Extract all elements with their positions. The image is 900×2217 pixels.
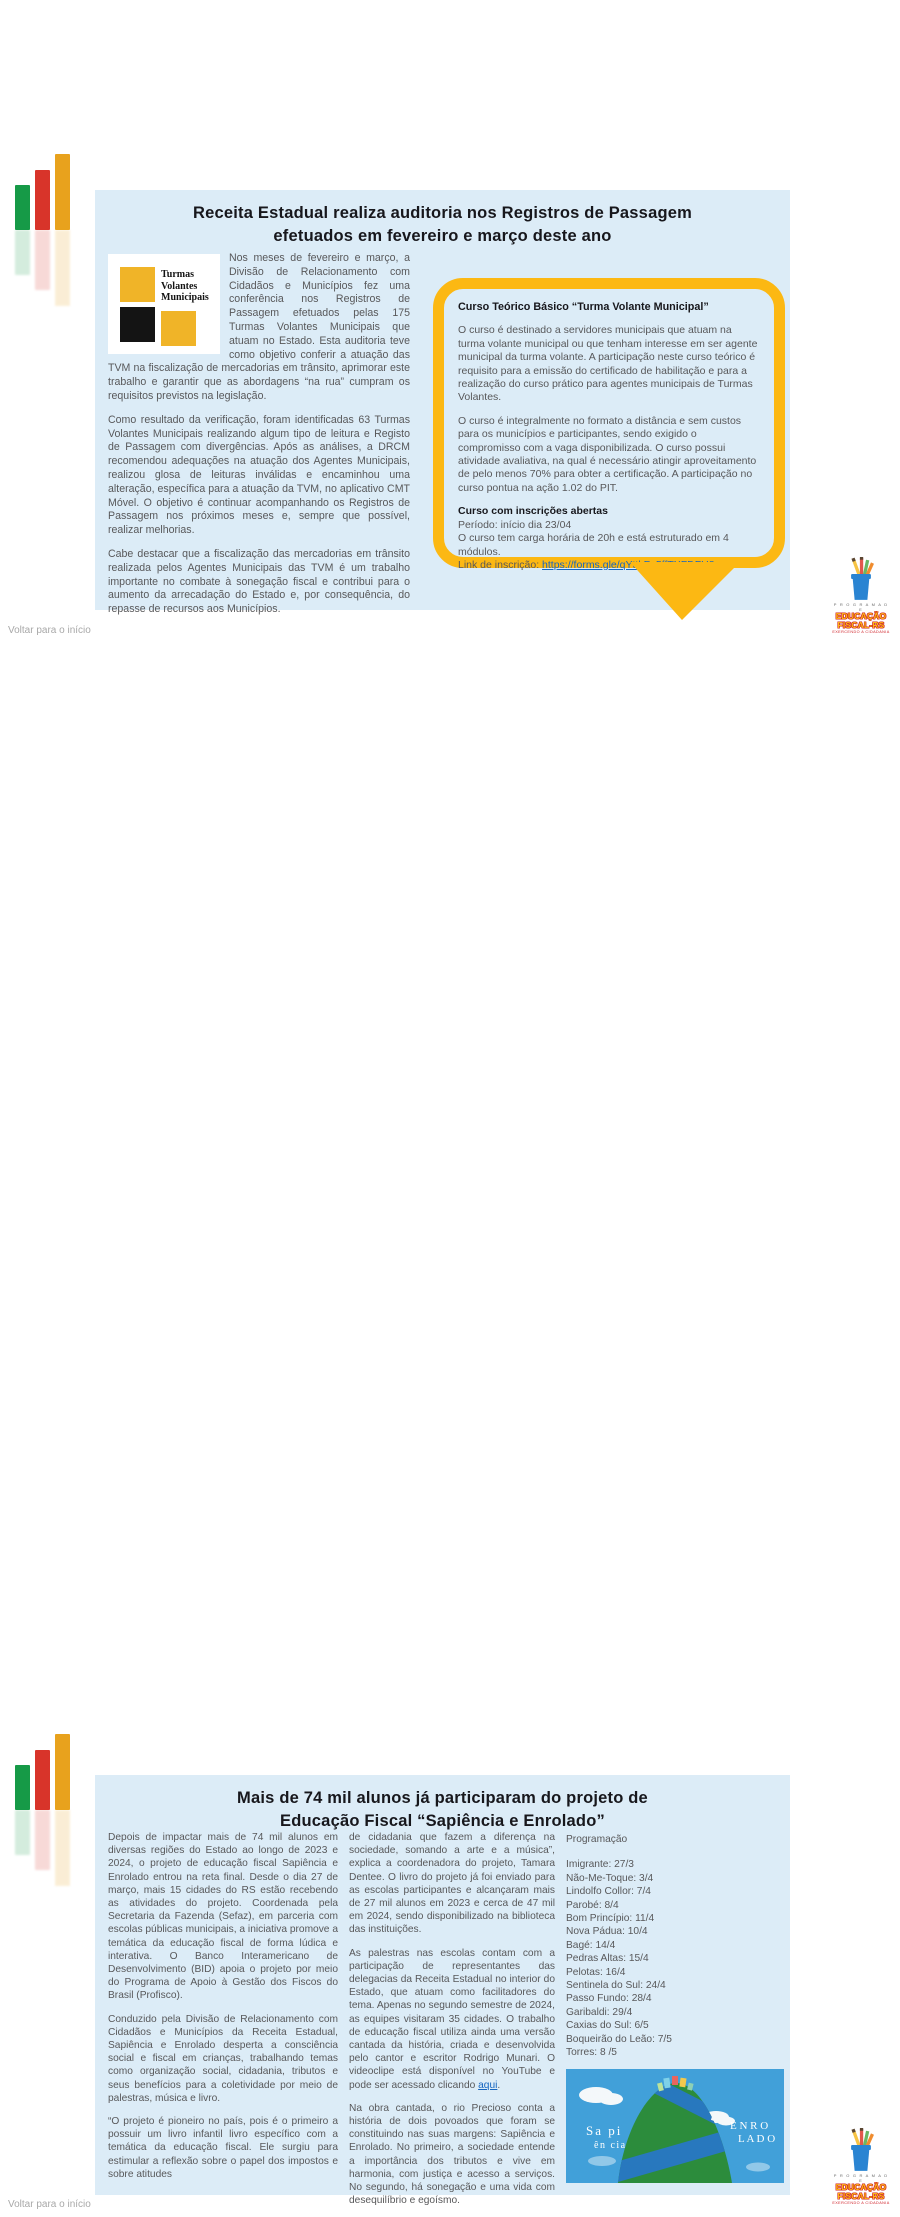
ef-logo-name-line1: EDUCAÇÃO xyxy=(835,611,887,621)
paragraph: Na obra cantada, o rio Precioso conta a história de dois povoados que foram se constituindo nas suas margens: Sapiência e Enrolado. No primeiro, a sociedade entende a importância dos tributos e vive em harmonia, com justiça e acesso a serviços. No segundo, há sonegação e uma vida com desequilíbrio e egoísmo. xyxy=(349,2102,555,2207)
article-box-2 xyxy=(95,1775,790,2207)
article-box-1 xyxy=(95,190,790,616)
title-line-2: efetuados em fevereiro e março deste ano xyxy=(273,227,612,246)
ef-logo-name-line2: FISCAL-RS xyxy=(837,619,885,630)
educacao-fiscal-rs-logo xyxy=(831,2128,891,2205)
title-line-1: Mais de 74 mil alunos já participaram do projeto de xyxy=(237,1789,648,1807)
article-2-column-2 xyxy=(349,1831,555,2217)
tvm-black-square xyxy=(120,307,155,342)
bar-chart-logo xyxy=(15,150,77,230)
schedule-item: Sentinela do Sul: 24/4 xyxy=(566,1980,666,1992)
newsletter-section-sapiencia xyxy=(0,790,900,2210)
back-to-top-link[interactable]: Voltar para o início xyxy=(8,625,91,636)
tvm-logo-label: Turmas Volantes Municipais xyxy=(161,269,209,303)
bar-chart-bars xyxy=(15,150,77,230)
title-line-2: Educação Fiscal “Sapiência e Enrolado” xyxy=(280,1812,605,1831)
schedule-item: Pedras Altas: 15/4 xyxy=(566,1953,649,1965)
schedule-item: Não-Me-Toque: 3/4 xyxy=(566,1872,654,1884)
article-1-body xyxy=(108,252,410,627)
article-1-title xyxy=(95,202,790,248)
turmas-volantes-municipais-logo xyxy=(108,254,220,354)
ef-logo-programa-de: P R O G R A M A D E xyxy=(833,2173,889,2183)
schedule-list xyxy=(566,1858,784,2059)
bubble-tail xyxy=(630,562,740,620)
schedule-item: Imigrante: 27/3 xyxy=(566,1859,634,1871)
yellow-bar xyxy=(55,1734,70,1810)
schedule-item: Parobé: 8/4 xyxy=(566,1899,619,1911)
paragraph: Depois de impactar mais de 74 mil alunos em diversas regiões do Estado ao longo de 2023 e 2024, o projeto de educação fiscal Sapiência e Enrolado entrou na reta final. Desde o dia 27 de março, mais 15 cidades do RS estão recebendo as atividades do projeto. Coordenada pela Secretaria da Fazenda (Sefaz), em parceria com escolas públicas municipais, a iniciativa promove a temática da educação fiscal de forma lúdica e interativa. O Banco Interamericano de Desenvolvimento (BID) apoia o projeto por meio do Programa de Apoio à Gestão dos Fiscos do Brasil (Profisco). xyxy=(108,1832,338,2002)
youtube-video-link[interactable]: aqui xyxy=(478,2079,498,2091)
paragraph: de cidadania que fazem a diferença na sociedade, somando a arte e a música”, explica a coordenadora do projeto, Tamara Dentee. O livro do projeto já foi enviado para as escolas participantes e alcançaram mais de 27 mil alunos em 2023 e cerca de 47 mil em 2024, sendo disponibilizado na biblioteca das instituições. xyxy=(349,1832,555,1936)
bar-chart-logo xyxy=(15,1730,77,1810)
ef-logo-tagline: EXERCENDO A CIDADANIA xyxy=(832,630,890,634)
enrolado-text-line2: L A D O xyxy=(738,2132,776,2145)
paragraph: Cabe destacar que a fiscalização das mercadorias em trânsito realizada pelos Agentes Municipais das TVM é um trabalho importante no combate à sonegação fiscal e contribui para o aumento da arrecadação do Estado e, por consequência, do repasse de recursos aos Municípios. xyxy=(108,547,410,616)
tvm-yellow-square-top xyxy=(120,267,155,302)
schedule-heading: Programação xyxy=(566,1834,628,1845)
tvm-yellow-square-bottom xyxy=(161,311,196,346)
schedule-item: Passo Fundo: 28/4 xyxy=(566,1993,652,2005)
paragraph: Nos meses de fevereiro e março, a Divisão de Relacionamento com Cidadãos e Municípios fez uma conferência nos Registros de Passagem efetuados pelas 175 Turmas Volantes Municipais que atuam no Estado. Esta auditoria teve como objetivo conferir a atuação das TVM na fiscalização de mercadorias em trânsito, aprimorar este trabalho e garantir que as abordagens “na rua” cumpram os requisitos previstos na legislação. xyxy=(108,252,410,402)
green-bar xyxy=(15,185,30,230)
schedule-item: Bom Princípio: 11/4 xyxy=(566,1913,655,1925)
article-2-column-3 xyxy=(566,1831,784,2183)
bar-chart-reflection xyxy=(15,230,77,256)
paragraph: Como resultado da verificação, foram identificadas 63 Turmas Volantes Municipais realizando algum tipo de leitura e Registo de Passagem com divergências. Após as análises, a DRCM recomendou adequações na atuação dos Agentes Municipais, realizou glosa de leituras inválidas e encaminhou uma alteração, específica para a atuação da TVM, no aplicativo CMT Móvel. O objetivo é continuar acompanhando os Registros de Passagem nos próximos meses e, sempre que possível, realizar melhorias. xyxy=(108,413,410,537)
paragraph: Conduzido pela Divisão de Relacionamento com Cidadãos e Municípios da Receita Estadual, Sapiência e Enrolado desperta a consciência social e fiscal em crianças, trabalhando temas como organização social, cidadania, tributos e seus benefícios para a coletividade por meio de palestras, música e livro. xyxy=(108,2013,338,2104)
paragraph xyxy=(349,1947,555,2092)
schedule-item: Garibaldi: 29/4 xyxy=(566,2006,633,2018)
pencil-cup-icon xyxy=(838,2128,884,2172)
paragraph-text: As palestras nas escolas contam com a participação de representantes das delegacias da Receita Estadual no interior do Estado, que atuam como facilitadores do tema. Apenas no segundo semestre de 2024, as equipes visitaram 35 cidades. O trabalho de educação fiscal utiliza ainda uma versão cantada da história, criada e desenvolvida pelo cantor e escritor Rodrigo Munari. O videoclipe está disponível no YouTube e pode ser acessado clicando xyxy=(349,1947,555,2091)
yellow-bar xyxy=(55,154,70,230)
bubble-paragraph: O curso é destinado a servidores municipais que atuam na turma volante municipal ou que tenham interesse em ser agente municipal da turma volante. A participação neste curso teórico é requisito para a emissão do certificado de habilitação e para a realização do curso prático para agentes municipais de Turmas Volantes. xyxy=(458,324,758,404)
red-bar xyxy=(35,1750,50,1810)
enrolado-text-line1: E N R O xyxy=(730,2119,769,2132)
newsletter-section-auditoria xyxy=(0,0,900,800)
bubble-subheading: Curso com inscrições abertas xyxy=(458,505,608,518)
sapiencia-text-line2: ên cia xyxy=(594,2139,627,2151)
educacao-fiscal-rs-logo xyxy=(831,557,891,634)
bubble-periodo: Período: início dia 23/04 xyxy=(458,518,572,531)
back-to-top-link[interactable]: Voltar para o início xyxy=(8,2199,91,2210)
schedule-item: Torres: 8 /5 xyxy=(566,2047,617,2059)
article-2-column-1 xyxy=(108,1831,338,2191)
red-bar xyxy=(35,170,50,230)
title-line-1: Receita Estadual realiza auditoria nos Registros de Passagem xyxy=(193,204,692,222)
ef-logo-programa-de: P R O G R A M A D E xyxy=(833,602,889,612)
bubble-paragraph: O curso é integralmente no formato a distância e sem custos para os municípios e participantes, sendo exigido o compromisso com a vaga disponibilizada. O curso possui atividade avaliativa, na qual é necessário atingir aproveitamento de pelo menos 70% para obter a certificação. A participação no curso pontua na ação 1.02 do PIT. xyxy=(458,414,757,494)
green-bar xyxy=(15,1765,30,1810)
schedule-item: Boqueirão do Leão: 7/5 xyxy=(566,2033,672,2045)
schedule-item: Caxias do Sul: 6/5 xyxy=(566,2020,649,2032)
sapiencia-text-line1: Sa pi xyxy=(586,2122,623,2138)
sapiencia-enrolado-illustration xyxy=(566,2069,784,2183)
bubble-carga-horaria: O curso tem carga horária de 20h e está estruturado em 4 módulos. xyxy=(458,532,729,558)
schedule-item: Bagé: 14/4 xyxy=(566,1939,616,1951)
article-2-title xyxy=(95,1787,790,1833)
schedule-item: Pelotas: 16/4 xyxy=(566,1966,626,1978)
bar-chart-reflection xyxy=(15,1810,77,1836)
ef-logo-name-line1: EDUCAÇÃO xyxy=(835,2182,887,2192)
paragraph-text: . xyxy=(497,2079,501,2091)
pencil-cup-icon xyxy=(838,557,884,601)
bubble-heading: Curso Teórico Básico “Turma Volante Municipal” xyxy=(458,301,709,313)
schedule-item: Nova Pádua: 10/4 xyxy=(566,1926,648,1938)
course-callout-bubble xyxy=(433,278,785,571)
ef-logo-name-line2: FISCAL-RS xyxy=(837,2190,885,2201)
inscription-link[interactable]: https://forms.gle/qYttkFn5ffTXFDFU8 xyxy=(542,558,715,571)
bubble-link-label: Link de inscrição: xyxy=(458,558,543,571)
schedule-item: Lindolfo Collor: 7/4 xyxy=(566,1886,651,1898)
ef-logo-tagline: EXERCENDO A CIDADANIA xyxy=(832,2201,890,2205)
paragraph: “O projeto é pioneiro no país, pois é o primeiro a possuir um livro infantil livro específico com a temática da educação fiscal. Ele surgiu para estimular a reflexão sobre o papel dos impostos e sobre atitudes xyxy=(108,2116,338,2180)
